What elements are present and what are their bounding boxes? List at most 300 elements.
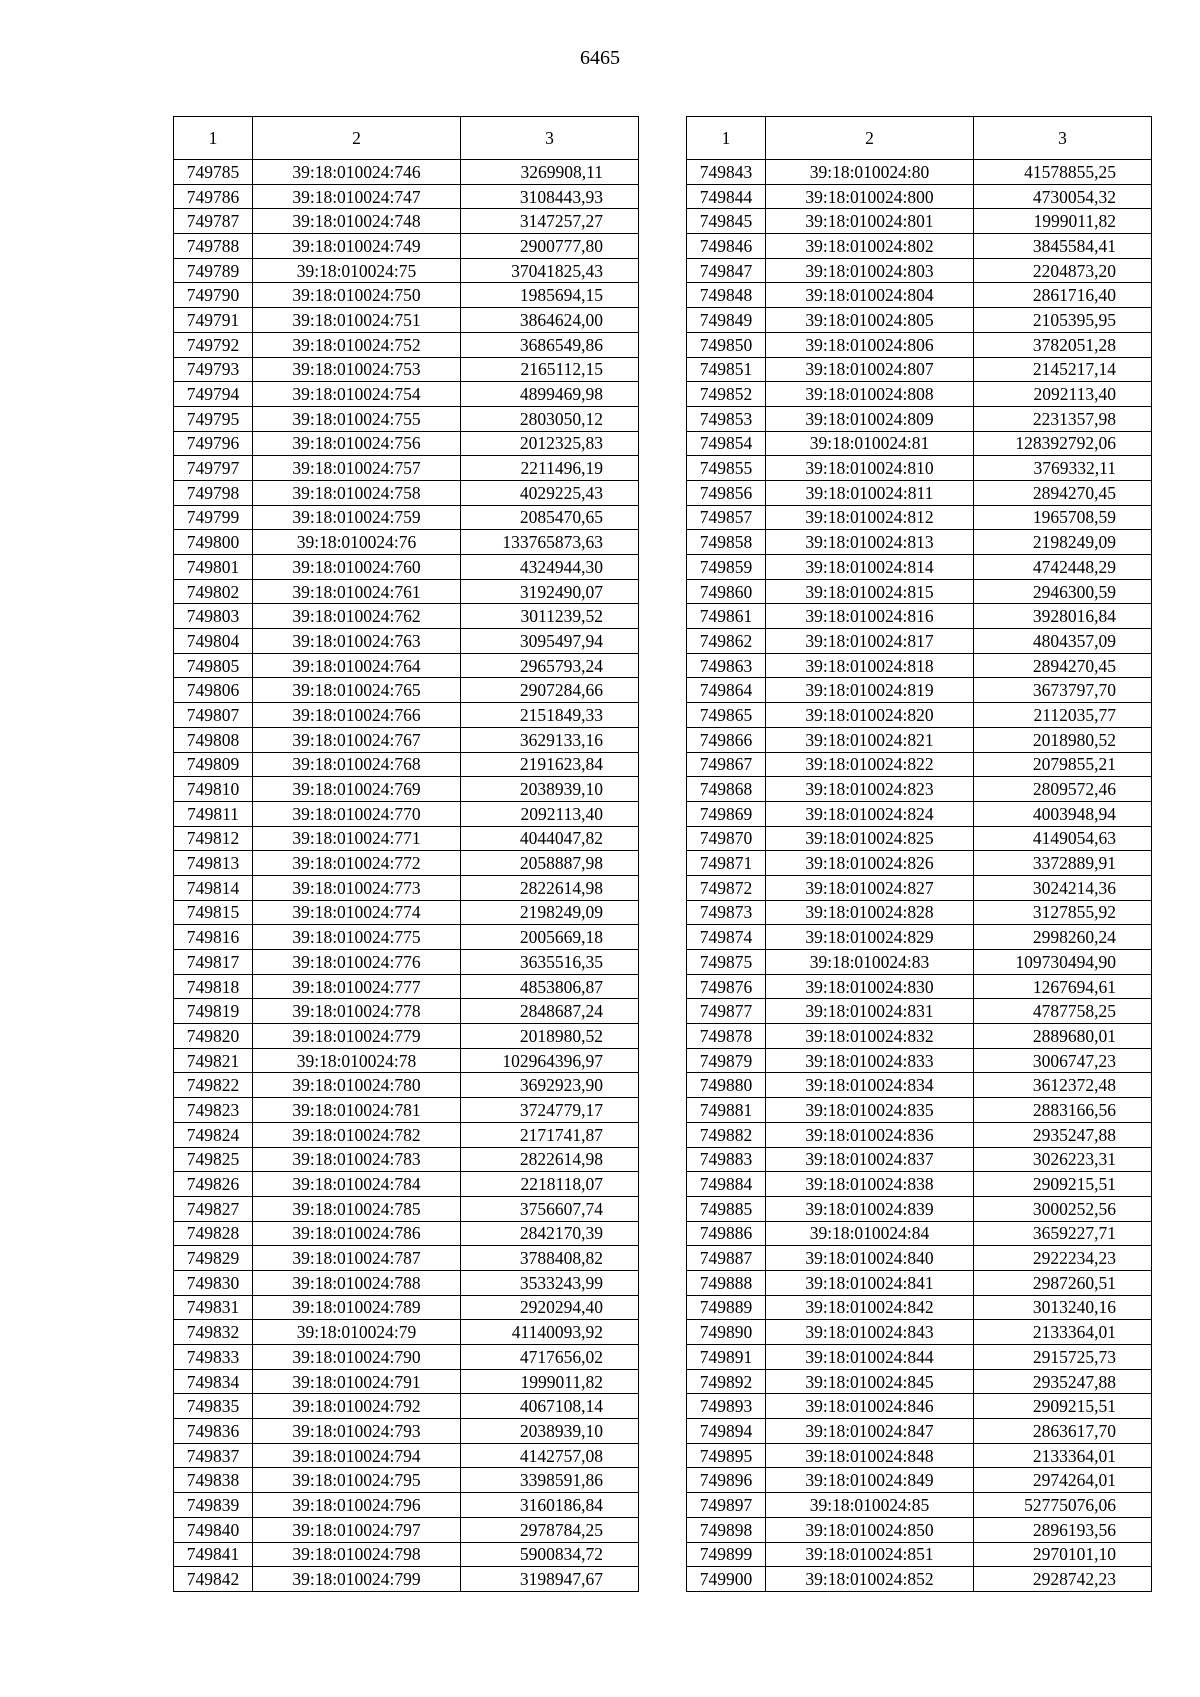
table-row xyxy=(687,505,1152,530)
value-cell: 4717656,02 xyxy=(461,1345,639,1370)
value-cell: 3372889,91 xyxy=(974,851,1152,876)
row-number-cell: 749885 xyxy=(687,1196,766,1221)
row-number-cell: 749830 xyxy=(174,1270,253,1295)
value-cell: 1999011,82 xyxy=(974,209,1152,234)
cadastral-number-cell: 39:18:010024:800 xyxy=(766,184,974,209)
table-row xyxy=(687,653,1152,678)
table-row xyxy=(174,703,639,728)
cadastral-number-cell: 39:18:010024:806 xyxy=(766,332,974,357)
row-number-cell: 749824 xyxy=(174,1122,253,1147)
table-row xyxy=(687,999,1152,1024)
table-row xyxy=(687,629,1152,654)
cadastral-number-cell: 39:18:010024:781 xyxy=(253,1098,461,1123)
row-number-cell: 749900 xyxy=(687,1567,766,1592)
row-number-cell: 749891 xyxy=(687,1345,766,1370)
table-row xyxy=(687,1246,1152,1271)
value-cell: 3756607,74 xyxy=(461,1196,639,1221)
cadastral-number-cell: 39:18:010024:795 xyxy=(253,1468,461,1493)
row-number-cell: 749875 xyxy=(687,950,766,975)
value-cell: 2920294,40 xyxy=(461,1295,639,1320)
value-cell: 2204873,20 xyxy=(974,258,1152,283)
table-row xyxy=(687,456,1152,481)
row-number-cell: 749862 xyxy=(687,629,766,654)
value-cell: 2105395,95 xyxy=(974,308,1152,333)
row-number-cell: 749856 xyxy=(687,480,766,505)
value-cell: 41140093,92 xyxy=(461,1320,639,1345)
cadastral-number-cell: 39:18:010024:753 xyxy=(253,357,461,382)
row-number-cell: 749866 xyxy=(687,727,766,752)
table-row xyxy=(687,703,1152,728)
table-row xyxy=(687,1295,1152,1320)
value-cell: 2171741,87 xyxy=(461,1122,639,1147)
cadastral-number-cell: 39:18:010024:765 xyxy=(253,678,461,703)
table-row xyxy=(687,258,1152,283)
column-header: 1 xyxy=(687,117,766,160)
value-cell: 2085470,65 xyxy=(461,505,639,530)
table-row xyxy=(687,1443,1152,1468)
cadastral-number-cell: 39:18:010024:836 xyxy=(766,1122,974,1147)
value-cell: 133765873,63 xyxy=(461,530,639,555)
cadastral-number-cell: 39:18:010024:826 xyxy=(766,851,974,876)
table-row xyxy=(174,406,639,431)
cadastral-number-cell: 39:18:010024:832 xyxy=(766,1024,974,1049)
cadastral-number-cell: 39:18:010024:840 xyxy=(766,1246,974,1271)
value-cell: 3095497,94 xyxy=(461,629,639,654)
value-cell: 4044047,82 xyxy=(461,826,639,851)
table-row xyxy=(174,579,639,604)
cadastral-number-cell: 39:18:010024:829 xyxy=(766,925,974,950)
table-row xyxy=(687,1567,1152,1592)
value-cell: 3108443,93 xyxy=(461,184,639,209)
value-cell: 4324944,30 xyxy=(461,555,639,580)
row-number-cell: 749838 xyxy=(174,1468,253,1493)
value-cell: 2822614,98 xyxy=(461,1147,639,1172)
value-cell: 4742448,29 xyxy=(974,555,1152,580)
cadastral-number-cell: 39:18:010024:803 xyxy=(766,258,974,283)
table-row xyxy=(174,1468,639,1493)
value-cell: 2928742,23 xyxy=(974,1567,1152,1592)
table-row xyxy=(174,851,639,876)
row-number-cell: 749840 xyxy=(174,1517,253,1542)
value-cell: 2987260,51 xyxy=(974,1270,1152,1295)
cadastral-number-cell: 39:18:010024:849 xyxy=(766,1468,974,1493)
cadastral-number-cell: 39:18:010024:780 xyxy=(253,1073,461,1098)
row-number-cell: 749832 xyxy=(174,1320,253,1345)
cadastral-number-cell: 39:18:010024:837 xyxy=(766,1147,974,1172)
table-row xyxy=(687,1369,1152,1394)
value-cell: 4029225,43 xyxy=(461,480,639,505)
table-row xyxy=(687,1098,1152,1123)
table-row xyxy=(174,431,639,456)
table-row xyxy=(687,530,1152,555)
cadastral-number-cell: 39:18:010024:766 xyxy=(253,703,461,728)
row-number-cell: 749787 xyxy=(174,209,253,234)
value-cell: 2907284,66 xyxy=(461,678,639,703)
value-cell: 2809572,46 xyxy=(974,777,1152,802)
row-number-cell: 749804 xyxy=(174,629,253,654)
value-cell: 3629133,16 xyxy=(461,727,639,752)
value-cell: 4804357,09 xyxy=(974,629,1152,654)
value-cell: 4067108,14 xyxy=(461,1394,639,1419)
cadastral-number-cell: 39:18:010024:839 xyxy=(766,1196,974,1221)
value-cell: 2211496,19 xyxy=(461,456,639,481)
row-number-cell: 749790 xyxy=(174,283,253,308)
table-row xyxy=(687,974,1152,999)
table-row xyxy=(687,234,1152,259)
row-number-cell: 749842 xyxy=(174,1567,253,1592)
row-number-cell: 749805 xyxy=(174,653,253,678)
cadastral-number-cell: 39:18:010024:798 xyxy=(253,1542,461,1567)
value-cell: 2935247,88 xyxy=(974,1122,1152,1147)
row-number-cell: 749813 xyxy=(174,851,253,876)
column-header: 1 xyxy=(174,117,253,160)
cadastral-number-cell: 39:18:010024:822 xyxy=(766,752,974,777)
value-cell: 41578855,25 xyxy=(974,160,1152,185)
cadastral-number-cell: 39:18:010024:791 xyxy=(253,1369,461,1394)
cadastral-number-cell: 39:18:010024:776 xyxy=(253,950,461,975)
table-row xyxy=(687,209,1152,234)
table-row xyxy=(687,1172,1152,1197)
table-row xyxy=(687,1345,1152,1370)
table-row xyxy=(174,950,639,975)
cadastral-number-cell: 39:18:010024:788 xyxy=(253,1270,461,1295)
row-number-cell: 749898 xyxy=(687,1517,766,1542)
value-cell: 3011239,52 xyxy=(461,604,639,629)
row-number-cell: 749801 xyxy=(174,555,253,580)
table-row xyxy=(687,1493,1152,1518)
table-row xyxy=(174,1295,639,1320)
value-cell: 3013240,16 xyxy=(974,1295,1152,1320)
table-row xyxy=(174,184,639,209)
cadastral-number-cell: 39:18:010024:758 xyxy=(253,480,461,505)
right-table-body xyxy=(687,160,1152,1592)
table-row xyxy=(687,875,1152,900)
row-number-cell: 749854 xyxy=(687,431,766,456)
value-cell: 4899469,98 xyxy=(461,382,639,407)
row-number-cell: 749871 xyxy=(687,851,766,876)
cadastral-number-cell: 39:18:010024:746 xyxy=(253,160,461,185)
value-cell: 3127855,92 xyxy=(974,900,1152,925)
row-number-cell: 749870 xyxy=(687,826,766,851)
row-number-cell: 749879 xyxy=(687,1048,766,1073)
table-row xyxy=(687,826,1152,851)
cadastral-number-cell: 39:18:010024:757 xyxy=(253,456,461,481)
table-row xyxy=(174,925,639,950)
row-number-cell: 749860 xyxy=(687,579,766,604)
cadastral-number-cell: 39:18:010024:769 xyxy=(253,777,461,802)
row-number-cell: 749829 xyxy=(174,1246,253,1271)
cadastral-number-cell: 39:18:010024:748 xyxy=(253,209,461,234)
row-number-cell: 749799 xyxy=(174,505,253,530)
page-number: 6465 xyxy=(580,47,620,69)
value-cell: 3192490,07 xyxy=(461,579,639,604)
table-row xyxy=(687,1542,1152,1567)
value-cell: 2112035,77 xyxy=(974,703,1152,728)
cadastral-number-cell: 39:18:010024:793 xyxy=(253,1419,461,1444)
value-cell: 3398591,86 xyxy=(461,1468,639,1493)
cadastral-number-cell: 39:18:010024:821 xyxy=(766,727,974,752)
value-cell: 3147257,27 xyxy=(461,209,639,234)
cadastral-number-cell: 39:18:010024:812 xyxy=(766,505,974,530)
row-number-cell: 749835 xyxy=(174,1394,253,1419)
row-number-cell: 749811 xyxy=(174,801,253,826)
cadastral-number-cell: 39:18:010024:778 xyxy=(253,999,461,1024)
table-row xyxy=(687,1073,1152,1098)
cadastral-number-cell: 39:18:010024:852 xyxy=(766,1567,974,1592)
row-number-cell: 749892 xyxy=(687,1369,766,1394)
cadastral-number-cell: 39:18:010024:828 xyxy=(766,900,974,925)
table-row xyxy=(687,406,1152,431)
value-cell: 3782051,28 xyxy=(974,332,1152,357)
row-number-cell: 749819 xyxy=(174,999,253,1024)
cadastral-number-cell: 39:18:010024:752 xyxy=(253,332,461,357)
row-number-cell: 749848 xyxy=(687,283,766,308)
value-cell: 2909215,51 xyxy=(974,1172,1152,1197)
row-number-cell: 749828 xyxy=(174,1221,253,1246)
cadastral-number-cell: 39:18:010024:835 xyxy=(766,1098,974,1123)
row-number-cell: 749897 xyxy=(687,1493,766,1518)
cadastral-number-cell: 39:18:010024:842 xyxy=(766,1295,974,1320)
table-row xyxy=(174,332,639,357)
cadastral-number-cell: 39:18:010024:841 xyxy=(766,1270,974,1295)
table-row xyxy=(174,555,639,580)
cadastral-number-cell: 39:18:010024:847 xyxy=(766,1419,974,1444)
cadastral-number-cell: 39:18:010024:846 xyxy=(766,1394,974,1419)
value-cell: 2198249,09 xyxy=(974,530,1152,555)
value-cell: 1267694,61 xyxy=(974,974,1152,999)
row-number-cell: 749844 xyxy=(687,184,766,209)
cadastral-number-cell: 39:18:010024:814 xyxy=(766,555,974,580)
row-number-cell: 749837 xyxy=(174,1443,253,1468)
row-number-cell: 749788 xyxy=(174,234,253,259)
value-cell: 2151849,33 xyxy=(461,703,639,728)
row-number-cell: 749814 xyxy=(174,875,253,900)
table-row xyxy=(687,555,1152,580)
column-header: 2 xyxy=(766,117,974,160)
cadastral-number-cell: 39:18:010024:823 xyxy=(766,777,974,802)
table-row xyxy=(174,209,639,234)
header-row xyxy=(687,117,1152,160)
table-row xyxy=(174,1196,639,1221)
value-cell: 2018980,52 xyxy=(461,1024,639,1049)
cadastral-number-cell: 39:18:010024:771 xyxy=(253,826,461,851)
row-number-cell: 749884 xyxy=(687,1172,766,1197)
value-cell: 2974264,01 xyxy=(974,1468,1152,1493)
table-row xyxy=(174,505,639,530)
row-number-cell: 749864 xyxy=(687,678,766,703)
cadastral-number-cell: 39:18:010024:794 xyxy=(253,1443,461,1468)
row-number-cell: 749849 xyxy=(687,308,766,333)
row-number-cell: 749812 xyxy=(174,826,253,851)
cadastral-number-cell: 39:18:010024:824 xyxy=(766,801,974,826)
table-row xyxy=(687,431,1152,456)
row-number-cell: 749786 xyxy=(174,184,253,209)
value-cell: 3612372,48 xyxy=(974,1073,1152,1098)
cadastral-number-cell: 39:18:010024:764 xyxy=(253,653,461,678)
table-row xyxy=(174,826,639,851)
left-table-body xyxy=(174,160,639,1592)
row-number-cell: 749874 xyxy=(687,925,766,950)
value-cell: 2198249,09 xyxy=(461,900,639,925)
cadastral-number-cell: 39:18:010024:831 xyxy=(766,999,974,1024)
cadastral-number-cell: 39:18:010024:750 xyxy=(253,283,461,308)
value-cell: 2012325,83 xyxy=(461,431,639,456)
cadastral-number-cell: 39:18:010024:804 xyxy=(766,283,974,308)
cadastral-number-cell: 39:18:010024:830 xyxy=(766,974,974,999)
table-row xyxy=(687,357,1152,382)
value-cell: 2883166,56 xyxy=(974,1098,1152,1123)
value-cell: 2909215,51 xyxy=(974,1394,1152,1419)
value-cell: 2165112,15 xyxy=(461,357,639,382)
cadastral-number-cell: 39:18:010024:802 xyxy=(766,234,974,259)
table-row xyxy=(174,1517,639,1542)
row-number-cell: 749794 xyxy=(174,382,253,407)
table-row xyxy=(687,851,1152,876)
table-row xyxy=(687,1122,1152,1147)
row-number-cell: 749846 xyxy=(687,234,766,259)
cadastral-number-cell: 39:18:010024:772 xyxy=(253,851,461,876)
value-cell: 2145217,14 xyxy=(974,357,1152,382)
value-cell: 52775076,06 xyxy=(974,1493,1152,1518)
cadastral-number-cell: 39:18:010024:786 xyxy=(253,1221,461,1246)
column-header: 3 xyxy=(974,117,1152,160)
cadastral-number-cell: 39:18:010024:84 xyxy=(766,1221,974,1246)
cadastral-number-cell: 39:18:010024:816 xyxy=(766,604,974,629)
cadastral-number-cell: 39:18:010024:834 xyxy=(766,1073,974,1098)
table-row xyxy=(687,382,1152,407)
table-row xyxy=(687,604,1152,629)
row-number-cell: 749802 xyxy=(174,579,253,604)
cadastral-number-cell: 39:18:010024:768 xyxy=(253,752,461,777)
row-number-cell: 749880 xyxy=(687,1073,766,1098)
cadastral-number-cell: 39:18:010024:784 xyxy=(253,1172,461,1197)
table-row xyxy=(174,1443,639,1468)
table-row xyxy=(174,629,639,654)
cadastral-number-cell: 39:18:010024:799 xyxy=(253,1567,461,1592)
value-cell: 2970101,10 xyxy=(974,1542,1152,1567)
cadastral-number-cell: 39:18:010024:761 xyxy=(253,579,461,604)
row-number-cell: 749899 xyxy=(687,1542,766,1567)
row-number-cell: 749876 xyxy=(687,974,766,999)
value-cell: 1965708,59 xyxy=(974,505,1152,530)
cadastral-number-cell: 39:18:010024:755 xyxy=(253,406,461,431)
value-cell: 2848687,24 xyxy=(461,999,639,1024)
cadastral-number-cell: 39:18:010024:760 xyxy=(253,555,461,580)
row-number-cell: 749852 xyxy=(687,382,766,407)
value-cell: 3686549,86 xyxy=(461,332,639,357)
table-row xyxy=(174,1270,639,1295)
table-row xyxy=(687,1048,1152,1073)
row-number-cell: 749818 xyxy=(174,974,253,999)
value-cell: 3269908,11 xyxy=(461,160,639,185)
value-cell: 2896193,56 xyxy=(974,1517,1152,1542)
cadastral-number-cell: 39:18:010024:850 xyxy=(766,1517,974,1542)
row-number-cell: 749851 xyxy=(687,357,766,382)
value-cell: 3635516,35 xyxy=(461,950,639,975)
table-row xyxy=(174,875,639,900)
table-row xyxy=(174,234,639,259)
row-number-cell: 749868 xyxy=(687,777,766,802)
table-row xyxy=(174,258,639,283)
table-row xyxy=(687,1517,1152,1542)
row-number-cell: 749858 xyxy=(687,530,766,555)
row-number-cell: 749817 xyxy=(174,950,253,975)
value-cell: 2231357,98 xyxy=(974,406,1152,431)
row-number-cell: 749847 xyxy=(687,258,766,283)
value-cell: 3026223,31 xyxy=(974,1147,1152,1172)
value-cell: 3864624,00 xyxy=(461,308,639,333)
row-number-cell: 749798 xyxy=(174,480,253,505)
value-cell: 2079855,21 xyxy=(974,752,1152,777)
value-cell: 2935247,88 xyxy=(974,1369,1152,1394)
row-number-cell: 749807 xyxy=(174,703,253,728)
row-number-cell: 749831 xyxy=(174,1295,253,1320)
value-cell: 3788408,82 xyxy=(461,1246,639,1271)
cadastral-number-cell: 39:18:010024:833 xyxy=(766,1048,974,1073)
value-cell: 1985694,15 xyxy=(461,283,639,308)
table-row xyxy=(687,727,1152,752)
table-row xyxy=(174,382,639,407)
table-row xyxy=(174,1394,639,1419)
value-cell: 4787758,25 xyxy=(974,999,1152,1024)
table-row xyxy=(174,999,639,1024)
table-row xyxy=(687,308,1152,333)
value-cell: 2038939,10 xyxy=(461,777,639,802)
value-cell: 2900777,80 xyxy=(461,234,639,259)
table-row xyxy=(174,308,639,333)
cadastral-number-cell: 39:18:010024:810 xyxy=(766,456,974,481)
cadastral-number-cell: 39:18:010024:827 xyxy=(766,875,974,900)
row-number-cell: 749791 xyxy=(174,308,253,333)
value-cell: 2803050,12 xyxy=(461,406,639,431)
value-cell: 2998260,24 xyxy=(974,925,1152,950)
row-number-cell: 749894 xyxy=(687,1419,766,1444)
value-cell: 3724779,17 xyxy=(461,1098,639,1123)
row-number-cell: 749889 xyxy=(687,1295,766,1320)
row-number-cell: 749843 xyxy=(687,160,766,185)
value-cell: 4149054,63 xyxy=(974,826,1152,851)
table-row xyxy=(174,900,639,925)
row-number-cell: 749821 xyxy=(174,1048,253,1073)
table-row xyxy=(687,1419,1152,1444)
cadastral-number-cell: 39:18:010024:819 xyxy=(766,678,974,703)
cadastral-number-cell: 39:18:010024:845 xyxy=(766,1369,974,1394)
cadastral-number-cell: 39:18:010024:807 xyxy=(766,357,974,382)
cadastral-number-cell: 39:18:010024:80 xyxy=(766,160,974,185)
table-row xyxy=(174,1542,639,1567)
table-row xyxy=(687,579,1152,604)
table-row xyxy=(174,678,639,703)
table-row xyxy=(174,160,639,185)
row-number-cell: 749887 xyxy=(687,1246,766,1271)
row-number-cell: 749823 xyxy=(174,1098,253,1123)
value-cell: 2133364,01 xyxy=(974,1320,1152,1345)
row-number-cell: 749857 xyxy=(687,505,766,530)
header-row xyxy=(174,117,639,160)
cadastral-number-cell: 39:18:010024:751 xyxy=(253,308,461,333)
table-row xyxy=(174,1147,639,1172)
value-cell: 37041825,43 xyxy=(461,258,639,283)
table-row xyxy=(174,752,639,777)
value-cell: 3000252,56 xyxy=(974,1196,1152,1221)
row-number-cell: 749878 xyxy=(687,1024,766,1049)
table-row xyxy=(174,777,639,802)
row-number-cell: 749881 xyxy=(687,1098,766,1123)
value-cell: 4853806,87 xyxy=(461,974,639,999)
cadastral-number-cell: 39:18:010024:775 xyxy=(253,925,461,950)
cadastral-number-cell: 39:18:010024:75 xyxy=(253,258,461,283)
right-table xyxy=(686,116,1152,1592)
